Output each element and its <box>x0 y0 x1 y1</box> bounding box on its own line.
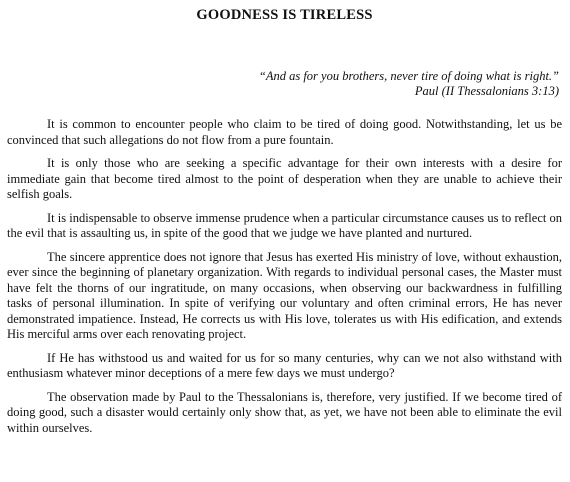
paragraph: The sincere apprentice does not ignore that Jesus has exerted His ministry of love, without exhaustion, ever since the beginning of planetary organization. With regards to individual personal cases, the Master must have felt the thorns of our ingratitude, on many occasions, when observing our backwardness in fulfilling tasks of personal illumination. In spite of verifying our voluntary and often criminal errors, He has never demonstrated impatience. Instead, He corrects us with His love, tolerates us with His edification, and extends His merciful arms over each renovating project. <box>7 249 562 341</box>
paragraph: It is only those who are seeking a specific advantage for their own interests with a desire for immediate gain that become tired almost to the point of desperation when they are unable to achieve their selfish goals. <box>7 156 562 201</box>
paragraph: If He has withstood us and waited for us for so many centuries, why can we not also withstand with enthusiasm whatever minor deceptions of a mere few days we must undergo? <box>7 350 562 380</box>
epigraph <box>7 69 562 99</box>
paragraph: It is common to encounter people who claim to be tired of doing good. Notwithstanding, let us be convinced that such allegations do not flow from a pure fountain. <box>7 117 562 147</box>
document-body <box>7 117 562 436</box>
epigraph-quote: “And as for you brothers, never tire of doing what is right.” <box>258 69 559 83</box>
paragraph: The observation made by Paul to the Thessalonians is, therefore, very justified. If we become tired of doing good, such a disaster would certainly only show that, as yet, we have not been able to eliminate the evil within ourselves. <box>7 389 562 435</box>
epigraph-source: Paul (II Thessalonians 3:13) <box>414 84 559 98</box>
document-title: GOODNESS IS TIRELESS <box>196 7 373 23</box>
paragraph: It is indispensable to observe immense prudence when a particular circumstance causes us to reflect on the evil that is assaulting us, in spite of the good that we judge we have planted and nurtured. <box>7 210 562 240</box>
